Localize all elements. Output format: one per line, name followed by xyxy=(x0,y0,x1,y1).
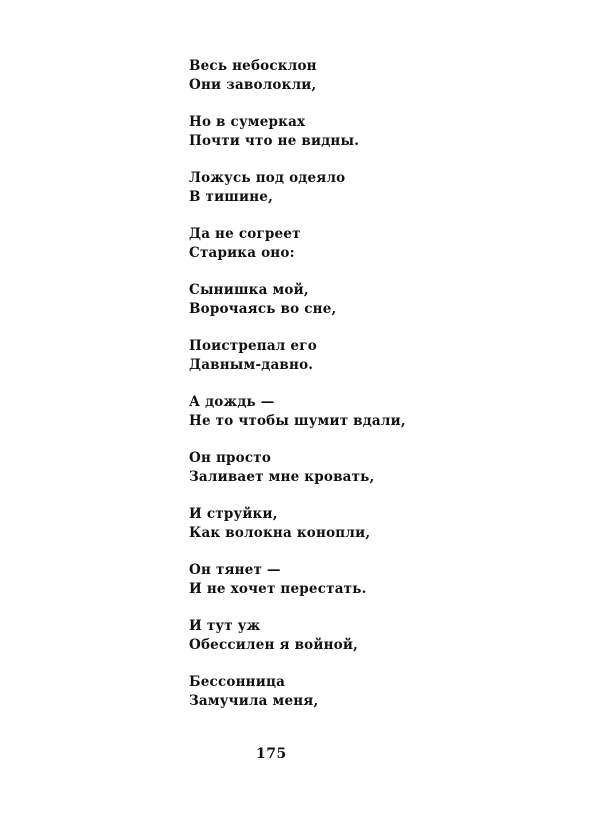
poem-line: Он просто xyxy=(189,450,272,466)
poem-text xyxy=(189,57,509,729)
poem-line: Поистрепал его xyxy=(189,338,317,354)
poem-line: Они заволокли, xyxy=(189,77,317,93)
poem-line: И струйки, xyxy=(189,506,278,522)
poem-line: Но в сумерках xyxy=(189,114,306,130)
stanza xyxy=(189,337,509,375)
poem-line: Сынишка мой, xyxy=(189,282,309,298)
poem-line: Замучила меня, xyxy=(189,693,319,709)
poem-line: И не хочет перестать. xyxy=(189,581,367,597)
poem-line: Обессилен я войной, xyxy=(189,637,358,653)
poem-line: Весь небосклон xyxy=(189,58,317,74)
poem-line: Да не согреет xyxy=(189,226,301,242)
stanza xyxy=(189,169,509,207)
poem-line: Бессонница xyxy=(189,674,286,690)
poem-line: А дождь — xyxy=(189,394,275,410)
stanza xyxy=(189,617,509,655)
poem-line: Не то чтобы шумит вдали, xyxy=(189,413,406,429)
page-number: 175 xyxy=(256,746,287,762)
stanza xyxy=(189,505,509,543)
poem-line: Он тянет — xyxy=(189,562,281,578)
poem-line: В тишине, xyxy=(189,189,273,205)
stanza xyxy=(189,561,509,599)
stanza xyxy=(189,225,509,263)
poem-line: Заливает мне кровать, xyxy=(189,469,375,485)
stanza xyxy=(189,281,509,319)
poem-line: Почти что не видны. xyxy=(189,133,360,149)
poem-line: И тут уж xyxy=(189,618,261,634)
poem-line: Старика оно: xyxy=(189,245,295,261)
stanza xyxy=(189,449,509,487)
poem-line: Как волокна конопли, xyxy=(189,525,371,541)
stanza xyxy=(189,57,509,95)
stanza xyxy=(189,113,509,151)
poem-line: Давным-давно. xyxy=(189,357,314,373)
poem-line: Ложусь под одеяло xyxy=(189,170,346,186)
stanza xyxy=(189,393,509,431)
poem-line: Ворочаясь во сне, xyxy=(189,301,337,317)
stanza xyxy=(189,673,509,711)
